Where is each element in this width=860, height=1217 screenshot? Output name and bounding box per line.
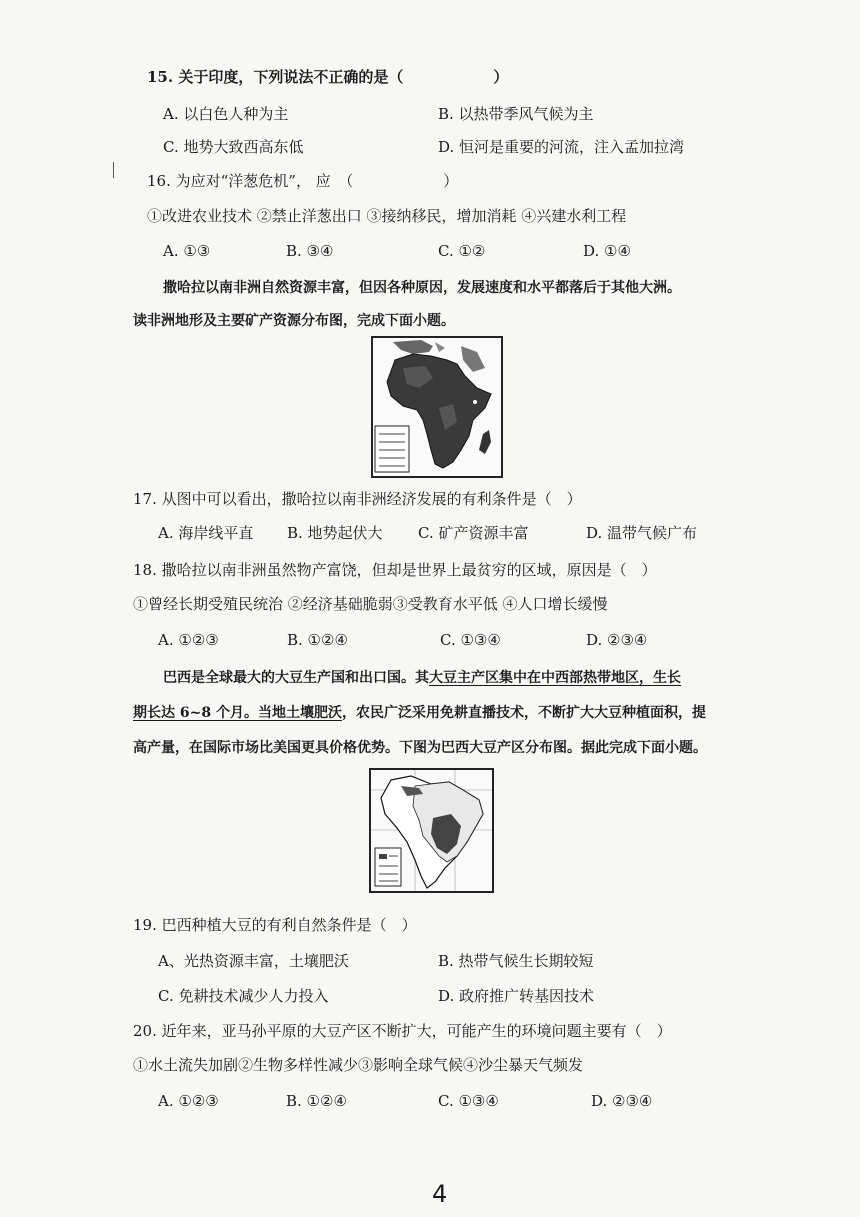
q19-stem: 19. 巴西种植大豆的有利自然条件是（ ） [133,916,417,934]
brazil-passage-line-1-underlined: 大豆主产区集中在中西部热带地区，生长 [429,670,681,686]
q18-option-c[interactable]: C. ①③④ [440,631,501,649]
scan-mark [113,162,114,178]
africa-passage-line-1: 撒哈拉以南非洲自然资源丰富，但因各种原因，发展速度和水平都落后于其他大洲。 [163,280,681,296]
brazil-map-image [369,768,494,893]
africa-map-graphic [373,338,501,476]
q17-option-c[interactable]: C. 矿产资源丰富 [418,524,529,542]
q16-stem: 16. 为应对“洋葱危机”， 应 （ ） [147,172,459,190]
q18-statements: ①曾经长期受殖民统治 ②经济基础脆弱③受教育水平低 ④人口增长缓慢 [133,595,608,613]
q17-option-a[interactable]: A. 海岸线平直 [158,524,254,542]
q19-option-b[interactable]: B. 热带气候生长期较短 [438,952,594,970]
brazil-passage-line-2 [133,702,706,724]
q15-option-a[interactable]: A. 以白色人种为主 [163,105,289,123]
q16-statements: ①改进农业技术 ②禁止洋葱出口 ③接纳移民，增加消耗 ④兴建水利工程 [147,207,627,225]
q16-option-b[interactable]: B. ③④ [286,242,334,260]
q16-option-d[interactable]: D. ①④ [583,242,631,260]
q19-option-c[interactable]: C. 免耕技术减少人力投入 [158,987,329,1005]
africa-map-image [371,336,503,478]
q20-statements: ①水土流失加剧②生物多样性减少③影响全球气候④沙尘暴天气频发 [133,1056,584,1074]
q17-option-b[interactable]: B. 地势起伏大 [287,524,383,542]
africa-passage-line-2: 读非洲地形及主要矿产资源分布图，完成下面小题。 [133,313,455,329]
q18-option-d[interactable]: D. ②③④ [586,631,648,649]
q15-option-d[interactable]: D. 恒河是重要的河流，注入孟加拉湾 [438,138,685,156]
q19-option-d[interactable]: D. 政府推广转基因技术 [438,987,595,1005]
q17-stem: 17. 从图中可以看出，撒哈拉以南非洲经济发展的有利条件是（ ） [133,490,582,508]
brazil-passage-line-2-underlined: 期长达 6~8 个月。当地土壤肥沃 [133,705,342,721]
q19-option-a[interactable]: A、光热资源丰富，土壤肥沃 [158,952,349,970]
brazil-passage-line-3: 高产量，在国际市场比美国更具价格优势。下图为巴西大豆产区分布图。据此完成下面小题。 [133,740,707,756]
q20-option-c[interactable]: C. ①③④ [438,1092,499,1110]
q16-option-a[interactable]: A. ①③ [163,242,211,260]
brazil-passage-line-2-text: ，农民广泛采用免耕直播技术，不断扩大大豆种植面积，提 [341,705,706,721]
q15-option-b[interactable]: B. 以热带季风气候为主 [438,105,594,123]
q20-stem: 20. 近年来，亚马孙平原的大豆产区不断扩大，可能产生的环境问题主要有（ ） [133,1022,672,1040]
q17-option-d[interactable]: D. 温带气候广布 [586,524,698,542]
brazil-map-graphic [371,770,492,891]
q20-option-b[interactable]: B. ①②④ [286,1092,347,1110]
q18-option-a[interactable]: A. ①②③ [158,631,219,649]
q16-option-c[interactable]: C. ①② [438,242,486,260]
q18-stem: 18. 撒哈拉以南非洲虽然物产富饶，但却是世界上最贫穷的区域，原因是（ ） [133,561,657,579]
brazil-passage-line-1-text: 巴西是全球最大的大豆生产国和出口国。其 [163,670,429,686]
q20-option-a[interactable]: A. ①②③ [158,1092,219,1110]
q15-option-c[interactable]: C. 地势大致西高东低 [163,138,304,156]
q18-option-b[interactable]: B. ①②④ [287,631,348,649]
page-number: 4 [432,1180,448,1208]
q20-option-d[interactable]: D. ②③④ [591,1092,653,1110]
q15-stem: 15. 关于印度，下列说法不正确的是（ ） [147,68,509,86]
brazil-passage-line-1 [163,667,681,689]
